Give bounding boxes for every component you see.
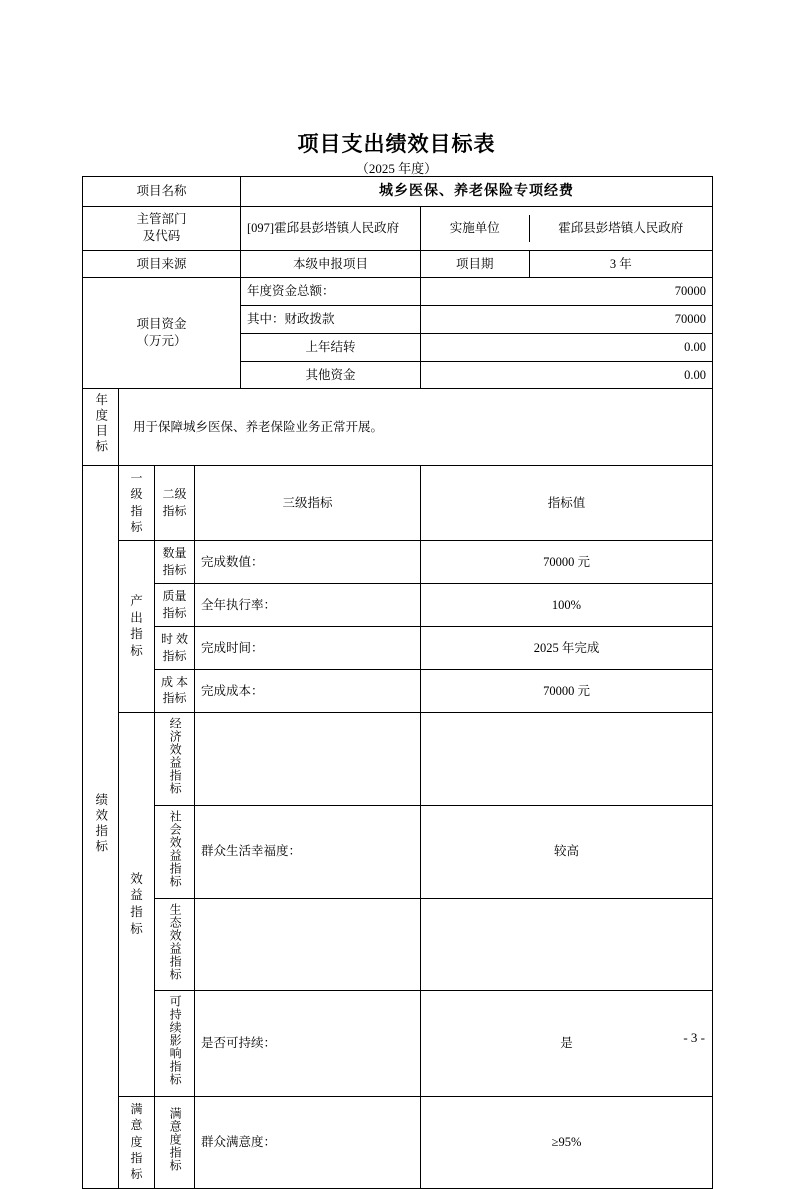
indicator-value (421, 898, 713, 991)
funds-label-line1: 项目资金 (136, 317, 187, 332)
dept-label-line2: 及代码 (142, 228, 181, 243)
indicator-level2 (155, 805, 195, 898)
indicator-level3: 群众生活幸福度： (195, 805, 421, 898)
indicator-level3: 完成成本： (195, 670, 421, 713)
performance-label (83, 466, 119, 1189)
table-row-indicator (83, 1097, 713, 1189)
indicator-level2-text: 经济效益指标 (168, 717, 183, 796)
funds-row-name: 上年结转 (241, 333, 421, 361)
table-row-indicator (83, 991, 713, 1097)
table-row-source (83, 250, 713, 278)
annual-goal-label (83, 389, 119, 466)
page-title: 项目支出绩效目标表 (297, 132, 496, 156)
indicator-level2 (155, 898, 195, 991)
indicator-value: 100% (421, 584, 713, 627)
indicator-level2 (155, 1097, 195, 1189)
performance-label-text: 绩效指标 (93, 793, 108, 856)
page-subtitle: （2025 年度） (355, 161, 438, 176)
header-level3: 三级指标 (195, 466, 421, 541)
indicator-level2-text: 可持续影响指标 (168, 995, 183, 1087)
indicator-level2-text: 满意度指标 (168, 1107, 183, 1173)
source-value: 本级申报项目 (241, 250, 421, 278)
header-level2: 二级 指标 (155, 466, 195, 541)
impl-unit-label: 实施单位 (421, 215, 529, 242)
indicator-level3: 完成时间： (195, 627, 421, 670)
indicator-level2: 时 效 指标 (155, 627, 195, 670)
indicator-level2-text: 生态效益指标 (168, 902, 183, 981)
table-row-indicator (83, 713, 713, 806)
project-name-value (241, 177, 713, 207)
period-value: 3 年 (609, 256, 632, 271)
table-row-indicator (83, 805, 713, 898)
funds-row-name: 其中：财政拨款 (241, 306, 421, 334)
indicator-level2: 质量 指标 (155, 584, 195, 627)
indicator-level2 (155, 991, 195, 1097)
annual-goal-text: 用于保障城乡医保、养老保险业务正常开展。 (119, 389, 713, 466)
dept-value: [097]霍邱县彭塔镇人民政府 (241, 207, 421, 251)
indicator-level3: 完成数值： (195, 541, 421, 584)
indicator-value: ≥95% (421, 1097, 713, 1189)
project-name-text: 城乡医保、养老保险专项经费 (379, 184, 575, 199)
indicator-level3: 全年执行率： (195, 584, 421, 627)
table-row-indicator-headers (83, 466, 713, 541)
funds-row-value: 0.00 (421, 333, 713, 361)
indicator-value (421, 713, 713, 806)
indicator-level2: 成 本 指标 (155, 670, 195, 713)
funds-row-name: 其他资金 (241, 361, 421, 389)
period-cell (421, 250, 713, 278)
table-row-indicator (83, 627, 713, 670)
table-row-indicator (83, 898, 713, 991)
group-output: 产出 指标 (119, 541, 155, 713)
indicator-level3 (195, 713, 421, 806)
table-row-indicator (83, 541, 713, 584)
table-row-indicator (83, 670, 713, 713)
table-row-department (83, 207, 713, 251)
table-row-project-name (83, 177, 713, 207)
table-row-annual-goal (83, 389, 713, 466)
indicator-level2-text: 社会效益指标 (168, 809, 183, 888)
indicator-value: 较高 (421, 805, 713, 898)
annual-goal-label-text: 年度目标 (93, 393, 108, 456)
indicator-level3: 群众满意度： (195, 1097, 421, 1189)
table-row-indicator (83, 584, 713, 627)
indicator-value: 70000 元 (421, 670, 713, 713)
header-level1: 一级 指标 (119, 466, 155, 541)
project-name-label: 项目名称 (83, 177, 241, 207)
indicator-level3 (195, 898, 421, 991)
indicator-level2: 数量 指标 (155, 541, 195, 584)
impl-unit-value: 霍邱县彭塔镇人民政府 (558, 220, 684, 235)
page-number: - 3 - (683, 1030, 705, 1045)
source-label: 项目来源 (83, 250, 241, 278)
performance-goal-table (82, 176, 713, 1189)
group-benefit: 效益 指标 (119, 713, 155, 1097)
indicator-level2 (155, 713, 195, 806)
funds-label (83, 278, 241, 389)
funds-row-value: 70000 (421, 278, 713, 306)
funds-row-value: 0.00 (421, 361, 713, 389)
funds-row-name: 年度资金总额： (241, 278, 421, 306)
period-label: 项目期 (421, 251, 529, 278)
indicator-level3: 是否可持续： (195, 991, 421, 1097)
funds-row-value: 70000 (421, 306, 713, 334)
indicator-value: 2025 年完成 (421, 627, 713, 670)
dept-label-line1: 主管部门 (136, 212, 187, 226)
dept-label (83, 207, 241, 251)
impl-unit-cell (421, 207, 713, 251)
indicator-value: 是 (421, 991, 713, 1097)
table-row-funds-total (83, 278, 713, 306)
group-satisfaction: 满意 度指 标 (119, 1097, 155, 1189)
header-value: 指标值 (421, 466, 713, 541)
funds-label-line2: （万元） (136, 333, 187, 348)
indicator-value: 70000 元 (421, 541, 713, 584)
